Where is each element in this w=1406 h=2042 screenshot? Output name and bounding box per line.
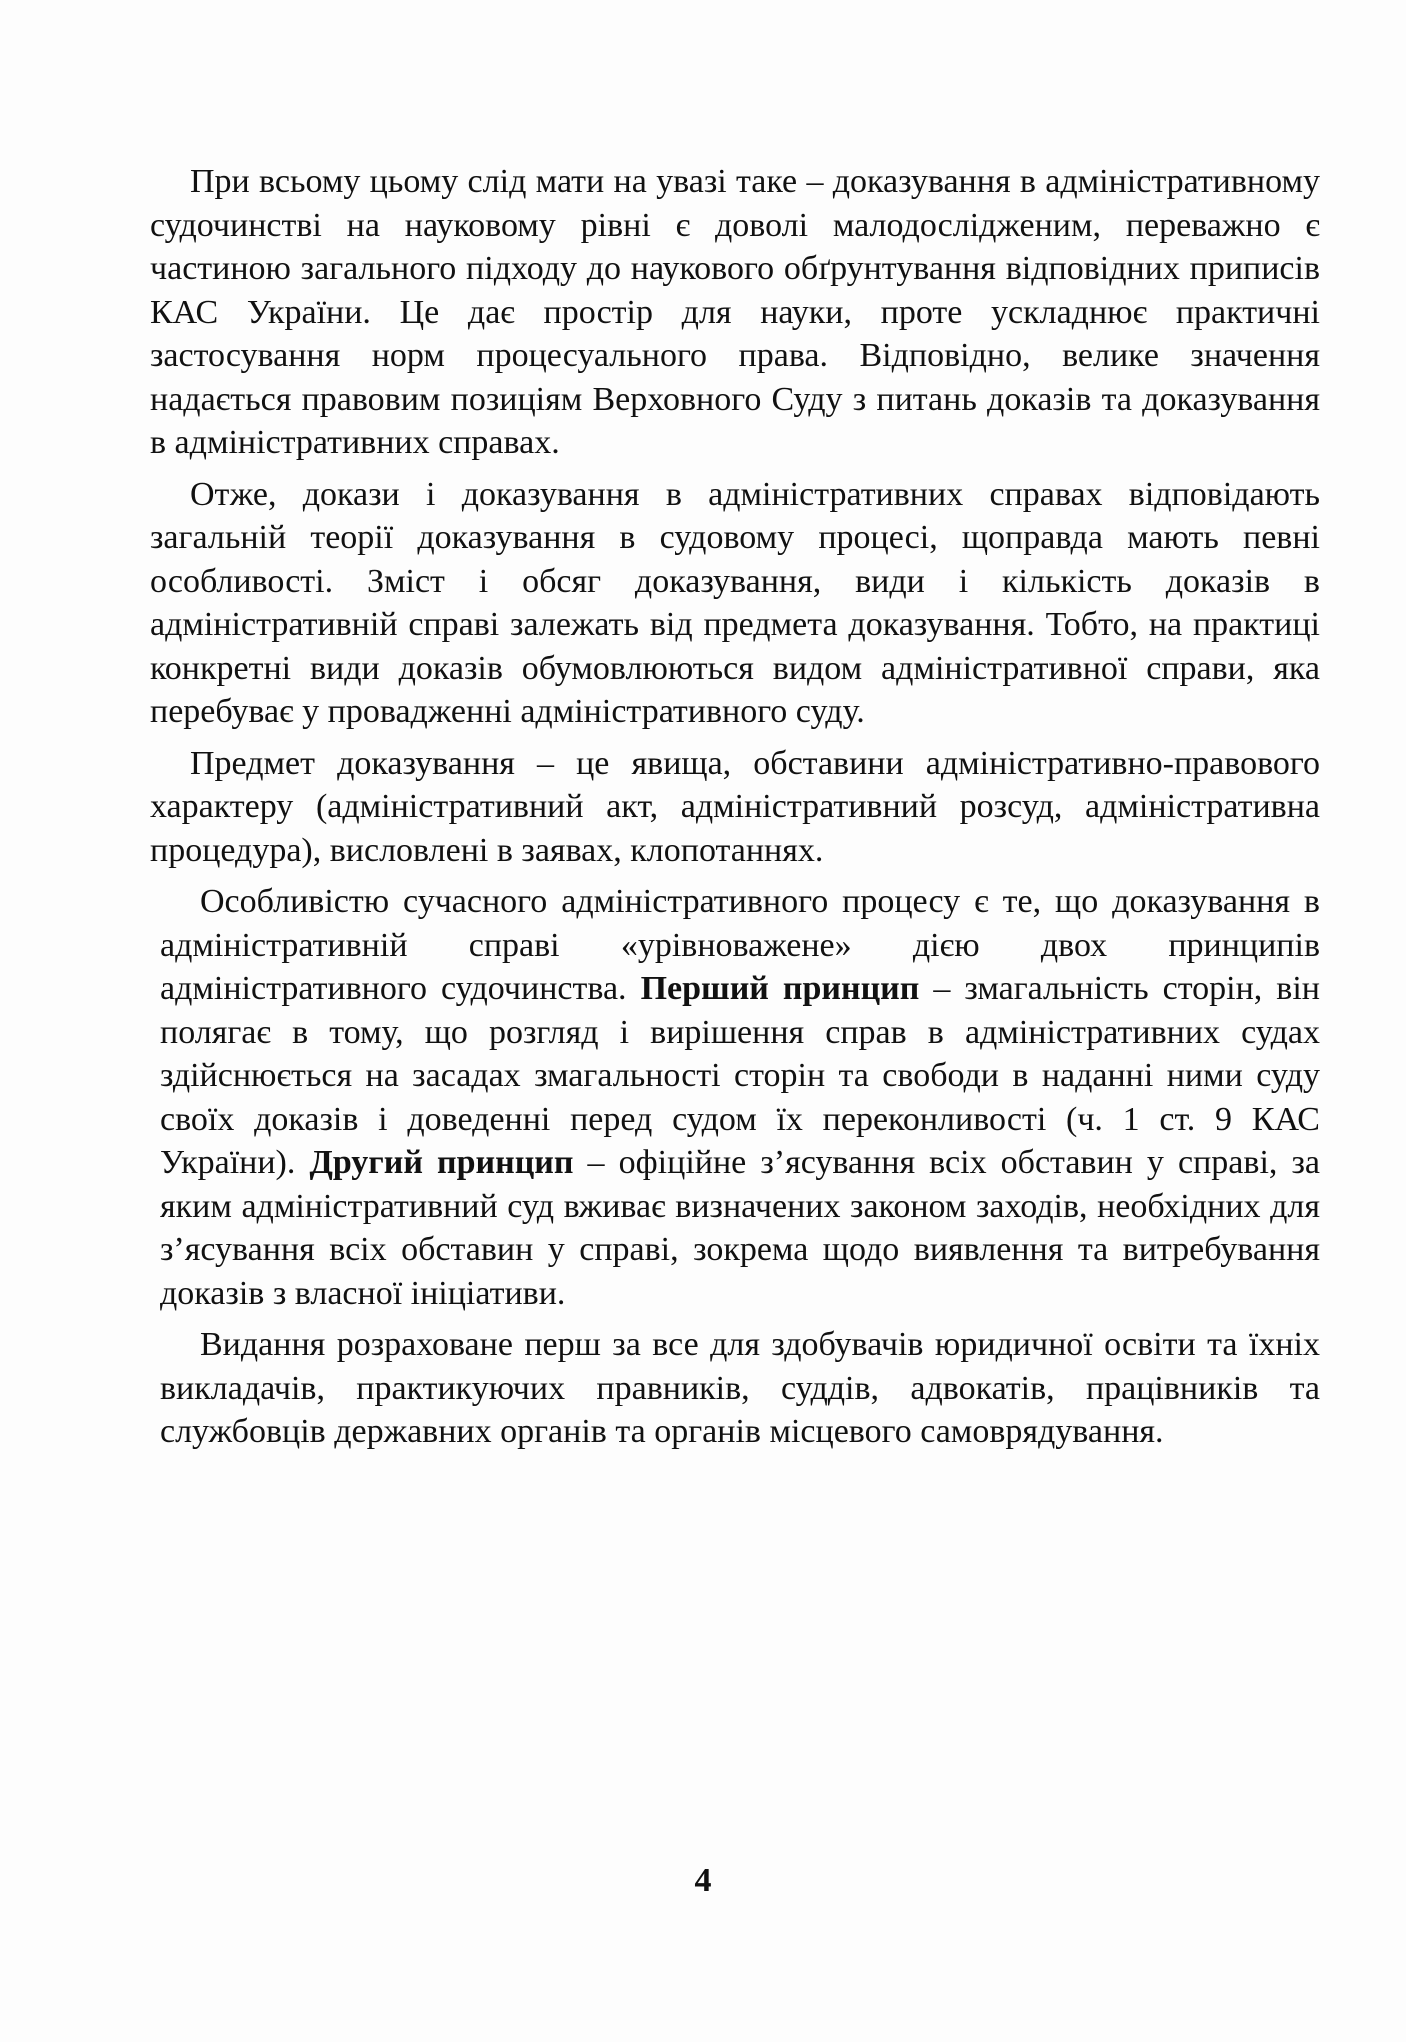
paragraph-2: Отже, докази і доказування в адміністративних справах відповідають загальній теорії доказування в судовому процесі, щоправда мають певні особливості. Зміст і обсяг доказування, види і кількість доказів в адміністративній справі залежать від предмета доказування. Тобто, на практиці конкретні види доказів обумовлюються видом адміністративної справи, яка перебуває у провадженні адміністративного суду. [150, 475, 1320, 730]
paragraph-4-text-1: Особливістю сучасного адміністративного процесу є те, що доказування в адміністративній справі «урівноважене» дією двох принципів адміністративного судочинства. [160, 883, 1320, 1007]
paragraph-4-text-2: – змагальність сторін, він полягає в тому, що розгляд і вирішення справ в адміністративних судах здійснюється на засадах змагальності сторін та свободи в наданні ними суду своїх доказів і доведенні перед судом їх переконливості (ч. 1 ст. 9 КАС України). [160, 970, 1320, 1181]
paragraph-5: Видання розраховане перш за все для здобувачів юридичної освіти та їхніх викладачів, практикуючих правників, суддів, адвокатів, працівників та службовців державних органів та органів місцевого самоврядування. [160, 1326, 1320, 1450]
first-principle-term: Перший принцип [640, 970, 920, 1007]
paragraph-1: При всьому цьому слід мати на увазі таке – доказування в адміністративному судочинстві на науковому рівні є доволі малодослідженим, переважно є частиною загального підходу до наукового обґрунтування відповідних приписів КАС України. Це дає простір для науки, проте ускладнює практичні застосування норм процесуального права. Відповідно, велике значення надається правовим позиціям Верховного Суду з питань доказів та доказування в адміністративних справах. [150, 163, 1320, 461]
second-principle-term: Другий принцип [309, 1144, 574, 1181]
document-body [150, 160, 1320, 1462]
paragraph-3: Предмет доказування – це явища, обставини адміністративно-правового характеру (адміністративний акт, адміністративний розсуд, адміністративна процедура), висловлені в заявах, клопотаннях. [150, 744, 1320, 869]
page-number: 4 [694, 1862, 712, 1899]
paragraph-4-text-3: – офіційне з’ясування всіх обставин у справі, за яким адміністративний суд вживає визначених законом заходів, необхідних для з’ясування всіх обставин у справі, зокрема щодо виявлення та витребування доказів з власної ініціативи. [160, 1144, 1321, 1312]
paragraph-4 [150, 880, 1320, 1315]
